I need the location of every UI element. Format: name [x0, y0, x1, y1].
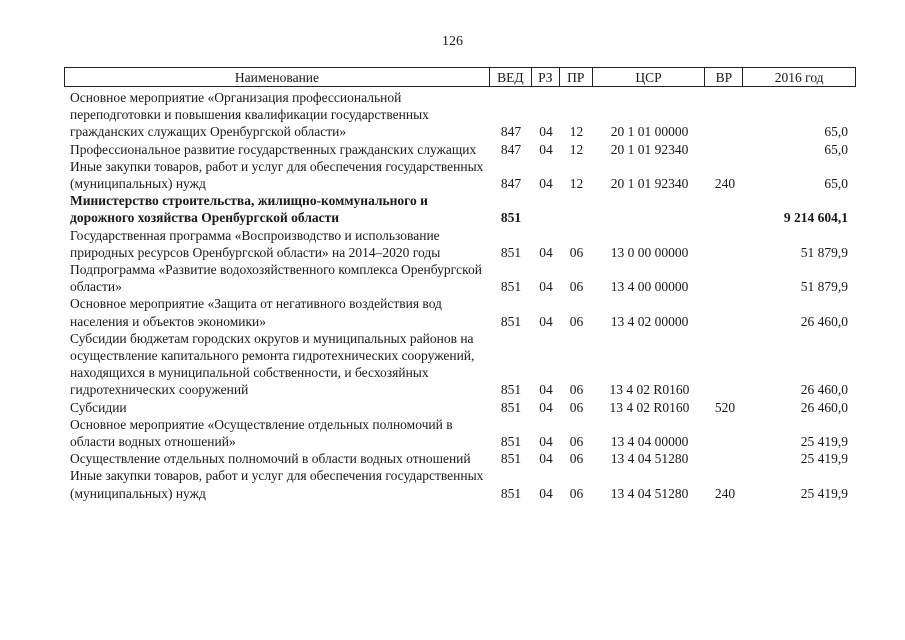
row-amount: 65,0 — [824, 141, 848, 157]
row-rz: 04 — [539, 124, 553, 140]
row-vr: 520 — [714, 399, 736, 415]
row-ved: 847 — [500, 176, 522, 192]
row-csr: 13 4 02 R0160 — [609, 399, 690, 415]
row-pr: 06 — [569, 485, 584, 501]
row-rz: 04 — [539, 451, 553, 467]
column-header-csr: ЦСР — [593, 68, 706, 86]
row-name: Министерство строительства, жилищно-коммунального и дорожного хозяйства Оренбургской области — [70, 193, 428, 226]
row-ved: 847 — [500, 124, 522, 140]
row-ved: 851 — [500, 244, 522, 260]
row-ved: 851 — [500, 279, 522, 295]
row-pr: 06 — [569, 399, 584, 415]
row-amount: 25 419,9 — [800, 451, 848, 467]
table-row — [64, 261, 856, 295]
row-rz: 04 — [539, 176, 553, 192]
row-csr: 13 4 04 51280 — [610, 451, 689, 467]
table-row — [64, 89, 856, 141]
row-rz: 04 — [539, 141, 553, 157]
column-header-ved: ВЕД — [490, 68, 532, 86]
table-row — [64, 158, 856, 192]
table-row — [64, 330, 856, 399]
row-pr: 06 — [569, 451, 584, 467]
row-amount: 26 460,0 — [800, 313, 848, 329]
row-ved: 851 — [500, 485, 522, 501]
row-csr: 13 4 04 00000 — [610, 434, 689, 450]
row-ved: 851 — [500, 451, 522, 467]
table-header — [64, 67, 856, 87]
table-row — [64, 467, 856, 501]
row-rz: 04 — [539, 382, 553, 398]
page-number: 126 — [442, 34, 463, 49]
table-row — [64, 450, 856, 467]
table-row — [64, 416, 856, 450]
row-amount: 26 460,0 — [800, 399, 848, 415]
row-pr: 06 — [569, 313, 584, 329]
row-pr: 12 — [569, 141, 584, 157]
row-amount: 26 460,0 — [800, 382, 848, 398]
row-rz: 04 — [539, 313, 553, 329]
row-pr: 06 — [569, 382, 584, 398]
row-amount: 25 419,9 — [800, 434, 848, 450]
row-name: Осуществление отдельных полномочий в области водных отношений — [70, 451, 471, 467]
table-row — [64, 295, 856, 329]
row-csr: 20 1 01 92340 — [610, 141, 689, 157]
table-row — [64, 141, 856, 158]
row-pr: 06 — [569, 244, 584, 260]
row-pr: 12 — [569, 124, 584, 140]
row-ved: 851 — [500, 313, 522, 329]
row-name: Субсидии — [70, 399, 127, 415]
column-header-rz: РЗ — [532, 68, 560, 86]
row-name: Иные закупки товаров, работ и услуг для обеспечения государственных (муниципальных) нужд — [70, 158, 484, 192]
row-csr: 20 1 01 00000 — [610, 124, 689, 140]
table-row — [64, 227, 856, 261]
row-ved: 851 — [500, 399, 522, 415]
column-header-name: Наименование — [65, 68, 490, 86]
row-pr: 12 — [569, 176, 584, 192]
row-rz: 04 — [539, 399, 553, 415]
column-header-year: 2016 год — [774, 70, 824, 85]
row-vr: 240 — [714, 176, 736, 192]
row-csr: 13 4 00 00000 — [610, 279, 689, 295]
row-name: Основное мероприятие «Защита от негативного воздействия вод населения и объектов экономики» — [70, 296, 442, 329]
row-ved: 847 — [500, 141, 522, 157]
row-amount: 25 419,9 — [800, 485, 848, 501]
table-body — [64, 89, 856, 502]
row-csr: 13 0 00 00000 — [610, 244, 689, 260]
row-name: Субсидии бюджетам городских округов и муниципальных районов на осуществление капитального ремонта гидротехнических сооружений, находящихся в муниципальной собственности, и бесхозяйных гидротехнических сооружений — [70, 330, 475, 398]
row-ved: 851 — [500, 382, 522, 398]
column-header-pr: ПР — [560, 68, 593, 86]
table-row-ministry — [64, 192, 856, 226]
row-amount: 51 879,9 — [800, 244, 848, 260]
row-csr: 13 4 02 R0160 — [609, 382, 690, 398]
row-name: Основное мероприятие «Организация профессиональной переподготовки и повышения квалификации государственных гражданских служащих Оренбургской области» — [70, 90, 429, 140]
row-pr: 06 — [569, 434, 584, 450]
row-name: Основное мероприятие «Осуществление отдельных полномочий в области водных отношений» — [70, 416, 453, 450]
row-pr: 06 — [569, 279, 584, 295]
row-name: Подпрограмма «Развитие водохозяйственного комплекса Оренбургской области» — [70, 262, 482, 295]
row-csr: 20 1 01 92340 — [610, 176, 689, 192]
row-csr: 13 4 02 00000 — [610, 313, 689, 329]
row-ved: 851 — [500, 210, 522, 226]
column-header-vr: ВР — [705, 68, 743, 86]
row-amount: 9 214 604,1 — [783, 210, 848, 226]
row-name: Иные закупки товаров, работ и услуг для обеспечения государственных (муниципальных) нужд — [70, 468, 484, 501]
row-name: Профессиональное развитие государственных гражданских служащих — [70, 141, 477, 157]
row-amount: 51 879,9 — [800, 279, 848, 295]
table-row — [64, 399, 856, 416]
row-amount: 65,0 — [824, 124, 848, 140]
row-csr: 13 4 04 51280 — [610, 485, 689, 501]
row-rz: 04 — [539, 279, 553, 295]
row-rz: 04 — [539, 485, 553, 501]
row-rz: 04 — [539, 244, 553, 260]
row-vr: 240 — [714, 485, 736, 501]
row-name: Государственная программа «Воспроизводство и использование природных ресурсов Оренбургской области» на 2014–2020 годы — [70, 227, 441, 260]
row-ved: 851 — [500, 434, 522, 450]
row-rz: 04 — [539, 434, 553, 450]
row-amount: 65,0 — [824, 176, 848, 192]
